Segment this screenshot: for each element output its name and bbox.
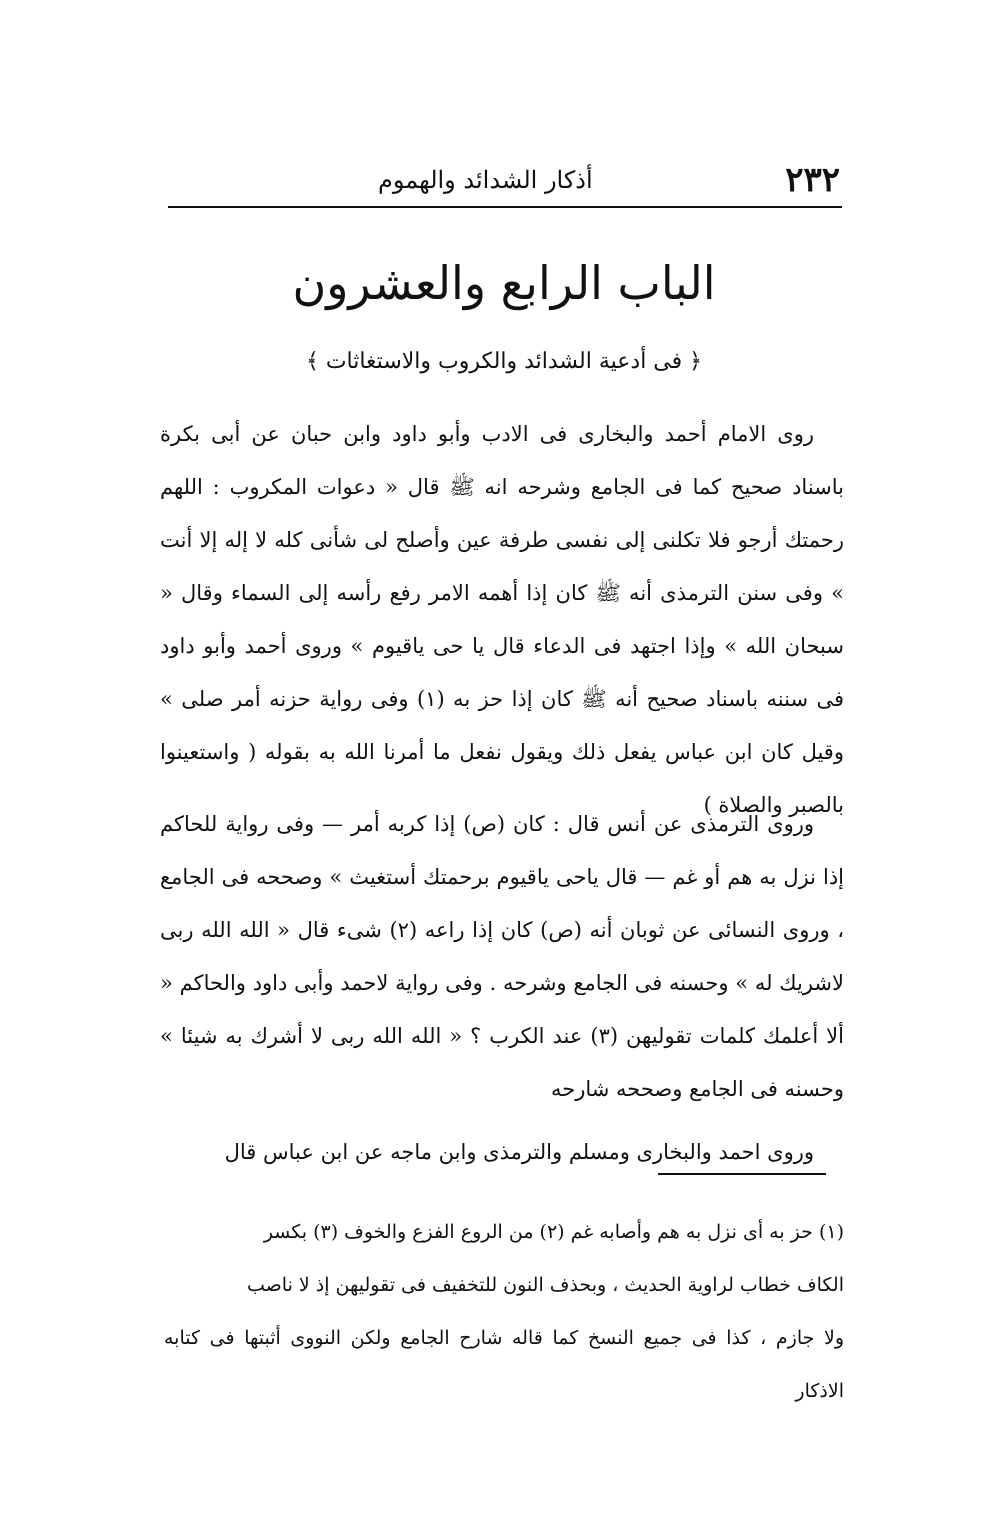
footnote-line: ولا جازم ، كذا فى جميع النسخ كما قاله شارح الجامع ولكن النووى أثبتها فى كتابه الاذكار (164, 1327, 844, 1402)
page-header (168, 158, 840, 202)
footnote-line: (١) حز به أى نزل به هم وأصابه غم (٢) من الروع الفزع والخوف (٣) بكسر (263, 1221, 844, 1243)
footnote-line: الكاف خطاب لراوية الحديث ، وبحذف النون للتخفيف فى تقوليهن إذ لا ناصب (247, 1274, 844, 1296)
chapter-title: الباب الرابع والعشرون (292, 256, 716, 310)
paragraph: وروى الترمذى عن أنس قال : كان (ص) إذا كربه أمر — وفى رواية للحاكم إذا نزل به هم أو غم — قال ياحى ياقيوم برحمتك أستغيث » وصححه فى الجامع ، وروى النسائى عن ثوبان أنه (ص) كان إذا راعه (٢) شىء قال « الله الله ربى لاشريك له » وحسنه فى الجامع وشرحه . وفى رواية لاحمد وأبى داود والحاكم « ألا أعلمك كلمات تقوليهن (٣) عند الكرب ؟ « الله الله ربى لا أشرك به شيئا » وحسنه فى الجامع وصححه شارحه (160, 812, 844, 1101)
chapter-subtitle: ﴿ فى أدعية الشدائد والكروب والاستغاثات ﴾ (305, 349, 703, 374)
header-rule (168, 206, 842, 208)
footnote-rule (658, 1173, 826, 1175)
body-text (160, 408, 844, 1180)
paragraph: روى الامام أحمد والبخارى فى الادب وأبو داود وابن حبان عن أبى بكرة باسناد صحيح كما فى الجامع وشرحه انه ﷺ قال « دعوات المكروب : اللهم رحمتك أرجو فلا تكلنى إلى نفسى طرفة عين وأصلح لى شأنى كله لا إله إلا أنت » وفى سنن الترمذى أنه ﷺ كان إذا أهمه الامر رفع رأسه إلى السماء وقال « سبحان الله » وإذا اجتهد فى الدعاء قال يا حى ياقيوم » وروى أحمد وأبو داود فى سننه باسناد صحيح أنه ﷺ كان إذا حز به (١) وفى رواية حزنه أمر صلى » وقيل كان ابن عباس يفعل ذلك ويقول نفعل ما أمرنا الله به بقوله ( واستعينوا بالصبر والصلاة ) (160, 422, 845, 817)
paragraph: وروى احمد والبخارى ومسلم والترمذى وابن ماجه عن ابن عباس قال (224, 1140, 814, 1164)
footnotes (164, 1206, 844, 1418)
page-number: ٢٣٢ (785, 160, 840, 200)
running-title: أذكار الشدائد والهموم (378, 166, 593, 194)
